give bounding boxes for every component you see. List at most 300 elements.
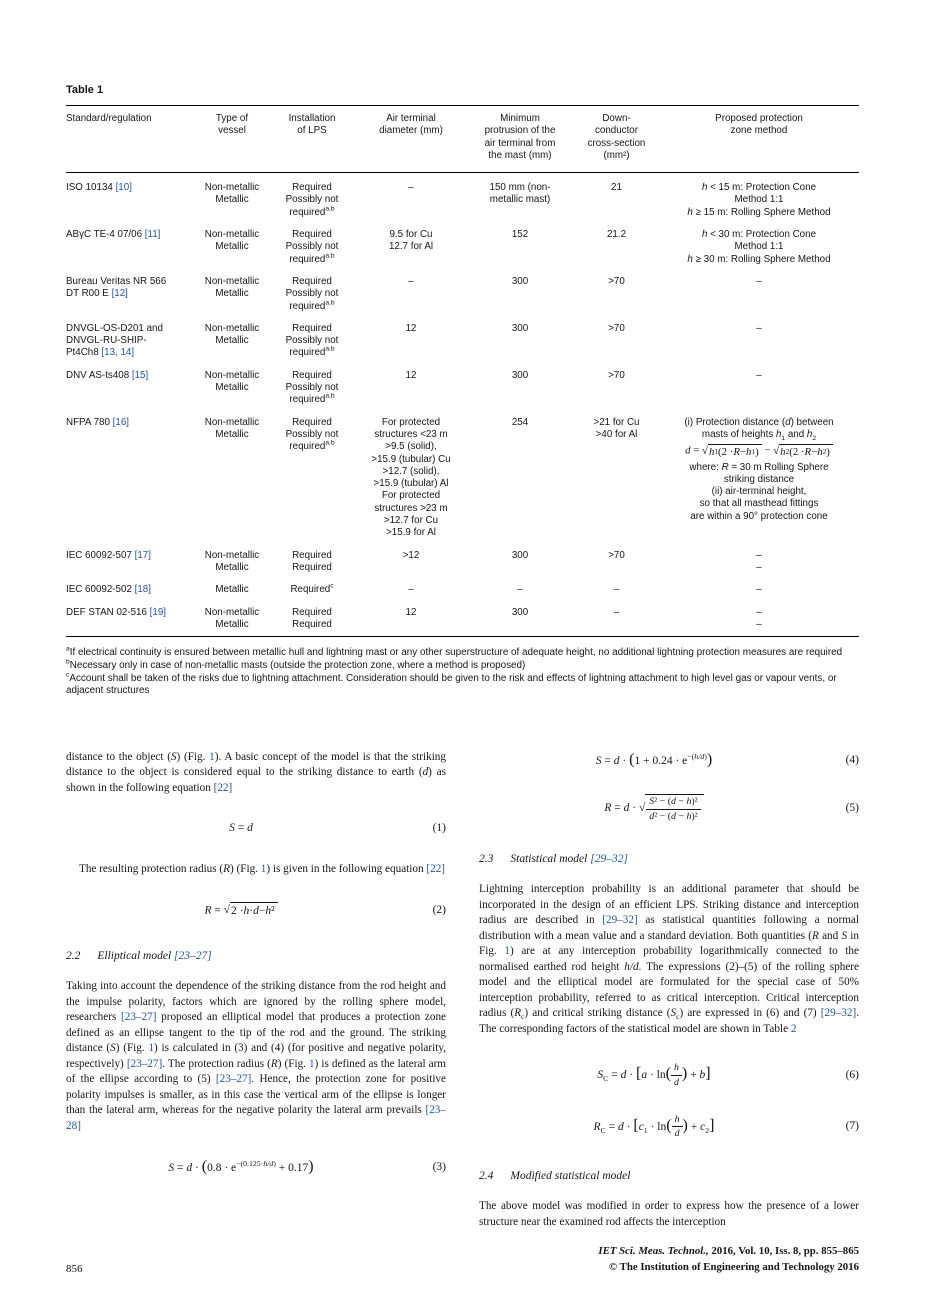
citation-link[interactable]: [23–27] bbox=[174, 949, 212, 962]
math-variable: h bbox=[265, 905, 272, 918]
cell-line: Required bbox=[292, 618, 332, 630]
citation-link[interactable]: 1 bbox=[504, 945, 510, 958]
paragraph-statistical: Lightning interception probability is an additional parameter that should be incorporated in the design of an efficient LPS. Striking distance and interception radius are described in [29–32] as statistical quantities following a normal distribution with a mean value and a standard deviation. Both quantities (R and S in Fig. 1) are at any interception probability logarithmically connected to the normalised earthed rod height h/d. The expressions (2)–(5) of the rolling sphere model and the elliptical model are formulated for the special case of 50% interception probability, referred to as critical interception. Critical interception radius $(R_c)$ and critical striking distance $(S_c)$ are expressed in (6) and (7) [29–32]. The corresponding factors of the statistical model are shown in Table 2 bbox=[479, 883, 860, 1035]
cell-line: – bbox=[756, 275, 762, 287]
cell-line: 21 bbox=[611, 182, 622, 194]
table-cell bbox=[574, 545, 659, 580]
fraction-numerator bbox=[672, 1114, 683, 1128]
section-heading-2-4 bbox=[479, 1169, 859, 1185]
math-variable: h bbox=[674, 1113, 680, 1125]
table-cell bbox=[574, 365, 659, 412]
header-line: Down- bbox=[602, 113, 631, 124]
table-cell bbox=[659, 545, 859, 580]
table-cell bbox=[66, 224, 196, 271]
cell-line: >70 bbox=[608, 549, 625, 561]
cell-line: DNV AS-ts408 [15] bbox=[66, 369, 149, 381]
bracket: ) bbox=[681, 1065, 688, 1083]
bracket: ( bbox=[666, 1116, 672, 1134]
table-cell bbox=[574, 224, 659, 271]
table-cell bbox=[574, 173, 659, 224]
cell-line: IEC 60092-507 [17] bbox=[66, 549, 151, 561]
cell-line: 300 bbox=[511, 606, 529, 618]
table-cell bbox=[466, 545, 574, 580]
math-variable: d bbox=[671, 811, 676, 823]
citation-link[interactable]: [23–27] bbox=[121, 1011, 157, 1024]
cell-line: Metallic bbox=[215, 584, 249, 596]
cell-line: 300 bbox=[511, 369, 529, 381]
math-variable: d bbox=[620, 1069, 627, 1082]
column-header bbox=[196, 106, 268, 173]
math-variable: R bbox=[270, 1057, 278, 1070]
superscript: a,b bbox=[325, 299, 335, 307]
subscript: c bbox=[676, 1012, 680, 1022]
math-variable: S bbox=[229, 822, 235, 835]
cell-line: 21.2 bbox=[606, 229, 627, 241]
cell-line: 12 bbox=[405, 322, 417, 334]
cell-line: required$^{a,b}$ bbox=[289, 205, 335, 218]
cell-line: Required bbox=[292, 182, 332, 194]
cell-line: NFPA 780 [16] bbox=[66, 416, 129, 428]
math-variable: S bbox=[670, 1007, 677, 1020]
cell-line: – bbox=[408, 275, 414, 287]
cell-line: – bbox=[756, 549, 762, 561]
cell-line: ISO 10134 [10] bbox=[66, 182, 132, 194]
cell-line: 12 bbox=[405, 606, 417, 618]
fraction-denominator: d² − (d − h)² bbox=[649, 811, 698, 823]
citation-link[interactable]: [29–32] bbox=[602, 914, 638, 927]
math-variable: d bbox=[673, 1076, 679, 1088]
cell-line: – bbox=[756, 561, 762, 573]
cell-line: Possibly not bbox=[285, 194, 339, 206]
cell-line: >12 bbox=[402, 549, 420, 561]
cell-line: striking distance bbox=[723, 473, 795, 485]
cell-line: 254 bbox=[511, 416, 529, 428]
table-cell bbox=[66, 602, 196, 637]
cell-line: 152 bbox=[511, 229, 529, 241]
cell-line: >70 bbox=[608, 275, 625, 287]
math-variable: h bbox=[687, 206, 693, 218]
equation-4 bbox=[479, 752, 859, 770]
cell-line: Method 1:1 bbox=[734, 194, 784, 206]
cell-line: Bureau Veritas NR 566 bbox=[66, 275, 167, 287]
citation-link[interactable]: [23–27] bbox=[126, 1057, 163, 1070]
citation-link[interactable]: [16] bbox=[112, 416, 129, 428]
citation-link[interactable]: [17] bbox=[134, 549, 151, 561]
subscript: C bbox=[600, 1125, 606, 1135]
table-cell bbox=[659, 579, 859, 601]
cell-line: Non-metallic bbox=[204, 549, 260, 561]
table-row bbox=[66, 579, 859, 601]
equation-1 bbox=[66, 821, 446, 837]
header-line: Standard/regulation bbox=[66, 113, 152, 124]
subscript: C bbox=[603, 1074, 609, 1084]
table-cell bbox=[268, 602, 356, 637]
math-variable: h bbox=[701, 182, 708, 194]
cell-line: >70 bbox=[608, 369, 625, 381]
math-variable: R bbox=[604, 802, 612, 815]
superscript: a,b bbox=[325, 346, 335, 354]
section-heading-2-3 bbox=[479, 852, 859, 868]
table-cell bbox=[66, 365, 196, 412]
citation-link[interactable]: [29–32] bbox=[820, 1007, 857, 1020]
header-line: protrusion of the bbox=[484, 125, 556, 137]
cell-line: h < 30 m: Protection Cone bbox=[701, 229, 817, 241]
cell-line: h < 15 m: Protection Cone bbox=[701, 182, 817, 194]
table-row bbox=[66, 173, 859, 224]
table-cell bbox=[659, 602, 859, 637]
math-variable: R bbox=[223, 862, 230, 875]
cell-line: are within a 90° protection cone bbox=[690, 510, 828, 522]
table-header-row bbox=[66, 106, 859, 173]
citation-link[interactable]: [29–32] bbox=[590, 852, 628, 865]
cell-line: – bbox=[756, 322, 762, 334]
cell-line: >21 for Cu bbox=[593, 416, 640, 428]
cell-line: required$^{a,b}$ bbox=[289, 439, 335, 453]
cell-line: Non-metallic bbox=[204, 322, 260, 334]
header-line: conductor bbox=[594, 125, 639, 137]
equation-2 bbox=[66, 902, 446, 920]
cell-line: required$^{a,b}$ bbox=[289, 299, 335, 312]
equation-2-body: R = √ 2 · h · d − h ² bbox=[66, 902, 416, 920]
table-cell bbox=[356, 365, 466, 412]
radicand: h 2 (2 · R − h 2 ) bbox=[779, 444, 833, 458]
math-variable: R bbox=[721, 461, 729, 473]
math-variable: S bbox=[597, 1069, 604, 1082]
cell-line: metallic mast) bbox=[489, 194, 551, 206]
table-cell bbox=[659, 224, 859, 271]
cell-line: – bbox=[613, 606, 620, 618]
table-cell bbox=[356, 602, 466, 637]
cell-line: Metallic bbox=[215, 561, 249, 573]
math-variable: h/d bbox=[624, 960, 639, 973]
table-cell bbox=[66, 579, 196, 601]
header-line: Air terminal bbox=[386, 113, 436, 124]
section-number: 2.2 bbox=[66, 949, 81, 962]
cell-line: Possibly not bbox=[285, 335, 339, 347]
cell-line: Required bbox=[292, 229, 332, 241]
table-row bbox=[66, 318, 859, 365]
table-row bbox=[66, 224, 859, 271]
equation-3 bbox=[66, 1159, 446, 1177]
equation-6 bbox=[479, 1062, 859, 1088]
superscript: b bbox=[66, 658, 70, 666]
superscript: c bbox=[330, 582, 334, 590]
cell-line: Non-metallic bbox=[204, 369, 260, 381]
cell-line: Pt4Ch8 [13, 14] bbox=[66, 347, 135, 359]
radical-icon: √ bbox=[773, 444, 780, 457]
cell-line: where: R = 30 m Rolling Sphere bbox=[689, 461, 829, 473]
cell-line: ABγC TE-4 07/06 [11] bbox=[66, 229, 161, 241]
equation-6-body: $S_C = d \cdot [a \cdot \ln$( $\frac{h}{d}$ ) + b] bbox=[597, 1062, 711, 1088]
cell-line: 300 bbox=[511, 275, 529, 287]
cell-line: >40 for Al bbox=[595, 428, 638, 440]
math-variable: h bbox=[775, 428, 782, 440]
cell-line: DNVGL-OS-D201 and bbox=[66, 322, 163, 334]
cell-line: h ≥ 15 m: Rolling Sphere Method bbox=[687, 206, 831, 218]
cell-line: Required bbox=[292, 416, 332, 428]
fraction-numerator bbox=[671, 1062, 682, 1076]
table-cell bbox=[196, 579, 268, 601]
citation-link[interactable]: [15] bbox=[131, 369, 149, 381]
table-cell bbox=[574, 602, 659, 637]
table-row bbox=[66, 412, 859, 545]
citation-link[interactable]: [22] bbox=[213, 781, 233, 794]
math-variable: h bbox=[673, 1062, 679, 1074]
cell-line: 9.5 for Cu bbox=[389, 229, 433, 241]
paragraph-rolling-sphere: distance to the object (S) (Fig. 1). A basic concept of the model is that the striking distance to the object is considered equal to the striking distance to earth (d) as shown in the following equation [22] bbox=[66, 750, 446, 794]
cell-line: 12 bbox=[405, 369, 417, 381]
table-cell bbox=[268, 271, 356, 318]
table-footnote: $^a$If electrical continuity is ensured between metallic hull and lightning mast or any other superstructure of adequate height, no additional lightning protection measures are required bbox=[66, 645, 843, 659]
header-line: vessel bbox=[218, 125, 246, 137]
paragraph-modified: The above model was modified in order to express how the presence of a lower structure near the examined rod affects the interception bbox=[479, 1200, 859, 1228]
cell-line: Non-metallic bbox=[204, 416, 260, 428]
math-variable: a bbox=[641, 1069, 648, 1082]
math-variable: S bbox=[168, 1162, 175, 1175]
equation-2-number: (2) bbox=[432, 904, 446, 917]
left-column bbox=[66, 750, 446, 1230]
standards-table bbox=[66, 105, 859, 637]
cell-line: Possibly not bbox=[285, 428, 339, 440]
column-header bbox=[466, 106, 574, 173]
math-variable: h/d bbox=[694, 752, 705, 762]
math-variable: S bbox=[841, 929, 848, 942]
table-cell bbox=[268, 224, 356, 271]
cell-line: Metallic bbox=[215, 288, 249, 300]
math-variable: d bbox=[785, 416, 791, 428]
citation-link[interactable]: [13, 14] bbox=[101, 347, 135, 359]
superscript: a,b bbox=[325, 439, 335, 447]
math-variable: d bbox=[247, 822, 253, 835]
cell-line: Metallic bbox=[215, 335, 249, 347]
math-variable: d bbox=[186, 1162, 193, 1175]
citation-link[interactable]: [19] bbox=[149, 606, 167, 618]
superscript: c bbox=[66, 671, 70, 679]
math-variable: R bbox=[514, 1007, 522, 1020]
citation-link[interactable]: [18] bbox=[134, 584, 151, 596]
cell-line: Possibly not bbox=[285, 382, 339, 394]
table-cell bbox=[466, 579, 574, 601]
square-root bbox=[224, 902, 278, 920]
table-cell bbox=[356, 224, 466, 271]
page-number: 856 bbox=[66, 1263, 83, 1275]
cell-line: 300 bbox=[511, 322, 529, 334]
table-cell bbox=[659, 271, 859, 318]
radical-icon: √ bbox=[702, 444, 708, 457]
header-line: Type of bbox=[215, 113, 249, 124]
math-variable: d bbox=[617, 1120, 624, 1133]
table-footnote: $^b$Necessary only in case of non-metallic masts (outside the protection zone, where a method is proposed) bbox=[66, 658, 526, 671]
math-variable: d bbox=[685, 444, 691, 457]
table-cell bbox=[66, 545, 196, 580]
cell-line: >70 bbox=[608, 322, 625, 334]
cell-line: structures >23 m bbox=[374, 502, 448, 514]
citation-link[interactable]: [11] bbox=[144, 229, 161, 241]
math-variable: d bbox=[649, 811, 655, 823]
table-footnote: $^c$Account shall be taken of the risks due to lightning attachment. Consideration should be given to the risk and effects of lightning attachment to high level gas or vapour vents, or adjacent structures bbox=[66, 671, 837, 697]
table-cell bbox=[466, 318, 574, 365]
equation-1-body: S = d bbox=[229, 822, 253, 835]
math-variable: S bbox=[170, 750, 177, 763]
math-variable: h bbox=[701, 229, 708, 241]
table-cell bbox=[574, 271, 659, 318]
superscript: a,b bbox=[325, 252, 335, 260]
equation-6-number: (6) bbox=[845, 1068, 859, 1081]
cell-line: – bbox=[408, 182, 414, 194]
cell-line: Required bbox=[292, 549, 332, 561]
cell-line: >15.9 (tubular) Al bbox=[373, 478, 449, 490]
paragraph-elliptical: Taking into account the dependence of the striking distance from the rod height and the impulse polarity, factors which are ignored by the rolling sphere model, researchers [23–27] proposed an elliptical model that produces a protection zone defined as an ellipse tangent to the tip of the rod and the ground. The striking distance (S) (Fig. 1) is calculated in (3) and (4) (for positive and negative polarity, respectively) [23–27]. The protection radius (R) (Fig. 1) is defined as the lateral arm of the ellipse according to (5) [23–27]. Hence, the protection zone for positive polarity impulses is smaller, as in this case the vertical arm of the ellipse is longer than the lateral arm, whereas for the negative polarity the lateral arm prevails [23–28] bbox=[66, 980, 447, 1132]
cell-line: required$^{a,b}$ bbox=[289, 393, 335, 406]
paragraph-protection-radius: The resulting protection radius (R) (Fig. 1) is given in the following equation [22] bbox=[79, 862, 446, 875]
math-variable: h bbox=[686, 811, 692, 823]
cell-line: Required bbox=[292, 275, 332, 287]
table-cell bbox=[466, 271, 574, 318]
cell-line: Required bbox=[292, 369, 332, 381]
cell-line: Metallic bbox=[215, 428, 249, 440]
bracket: ( bbox=[201, 1158, 208, 1176]
table-block bbox=[66, 84, 859, 698]
table-cell bbox=[196, 412, 268, 545]
math-variable: d bbox=[253, 905, 259, 918]
citation-link[interactable]: [23–27] bbox=[215, 1073, 252, 1086]
cell-line: Required$^c$ bbox=[290, 582, 334, 596]
citation-link[interactable]: [22] bbox=[426, 862, 446, 875]
equation-7-body: $R_C = d \cdot [c_1 \cdot \ln$( $\frac{h}{d}$ ) + $c_2$] bbox=[593, 1113, 715, 1140]
table-cell bbox=[659, 365, 859, 412]
table-cell bbox=[356, 579, 466, 601]
column-header bbox=[66, 106, 196, 173]
cell-line: Non-metallic bbox=[204, 182, 260, 194]
cell-line: >12.7 (solid), bbox=[382, 465, 440, 477]
math-variable: R bbox=[593, 1120, 601, 1133]
superscript: −(0.125·h/d) bbox=[236, 1159, 276, 1169]
header-line: of LPS bbox=[297, 125, 327, 137]
cell-line: (ii) air-terminal height, bbox=[711, 486, 807, 498]
header-line: (mm²) bbox=[603, 149, 630, 161]
cell-line: >9.5 (solid), bbox=[385, 441, 437, 453]
square-root bbox=[702, 444, 762, 458]
table-header bbox=[66, 106, 859, 173]
citation-link[interactable]: [12] bbox=[111, 288, 128, 300]
math-variable: R bbox=[204, 904, 212, 917]
cell-line: (i) Protection distance (d) between bbox=[684, 416, 834, 428]
cell-line bbox=[661, 441, 857, 461]
math-variable: c bbox=[638, 1120, 644, 1133]
header-line: zone method bbox=[730, 125, 788, 137]
math-variable: d bbox=[623, 802, 630, 815]
table-cell bbox=[356, 412, 466, 545]
square-root bbox=[639, 794, 704, 822]
table-row bbox=[66, 271, 859, 318]
table-cell bbox=[66, 271, 196, 318]
math-variable: R bbox=[804, 446, 812, 459]
cell-line: 150 mm (non- bbox=[489, 182, 551, 194]
section-number: 2.3 bbox=[479, 852, 494, 865]
cell-line: – bbox=[613, 584, 620, 596]
column-header bbox=[268, 106, 356, 173]
cell-line: Required bbox=[292, 561, 332, 573]
cell-line: Method 1:1 bbox=[734, 241, 784, 253]
page-footer bbox=[66, 1244, 859, 1275]
table-cell bbox=[196, 318, 268, 365]
subscript: 1 bbox=[643, 1125, 648, 1135]
cell-line: For protected bbox=[381, 490, 441, 502]
citation-link[interactable]: [10] bbox=[115, 182, 132, 194]
cell-line: structures <23 m bbox=[374, 428, 448, 440]
cell-line: Non-metallic bbox=[204, 275, 260, 287]
math-variable: d bbox=[671, 796, 676, 808]
table-cell bbox=[268, 318, 356, 365]
citation-link[interactable]: 1 bbox=[209, 750, 215, 763]
subscript: 2 bbox=[812, 434, 817, 442]
header-line: the mast (mm) bbox=[488, 149, 552, 161]
cell-line: Possibly not bbox=[285, 241, 339, 253]
cell-line: Metallic bbox=[215, 194, 249, 206]
cell-line: DEF STAN 02-516 [19] bbox=[66, 606, 167, 618]
table-cell bbox=[659, 173, 859, 224]
table-cell bbox=[574, 318, 659, 365]
math-variable: h/d bbox=[263, 1159, 274, 1169]
table-footnotes bbox=[66, 647, 859, 698]
cell-line: – bbox=[756, 584, 762, 596]
radical-icon: √ bbox=[638, 801, 646, 814]
cell-line: – bbox=[756, 369, 762, 381]
citation-link[interactable]: 1 bbox=[260, 862, 267, 875]
table-cell bbox=[659, 412, 859, 545]
bracket: ] bbox=[709, 1116, 715, 1134]
cell-line: – bbox=[756, 618, 762, 630]
cell-line: Metallic bbox=[215, 618, 249, 630]
right-column bbox=[479, 750, 859, 1230]
superscript: −(h/d) bbox=[687, 752, 707, 762]
cell-line: DNVGL-RU-SHIP- bbox=[66, 335, 147, 347]
table-cell bbox=[356, 271, 466, 318]
table-row bbox=[66, 365, 859, 412]
equation-4-number: (4) bbox=[845, 753, 859, 766]
equation-7 bbox=[479, 1114, 859, 1140]
fraction bbox=[646, 796, 700, 822]
math-variable: h bbox=[243, 905, 250, 918]
citation-link[interactable]: 1 bbox=[309, 1057, 315, 1070]
table-cell bbox=[196, 271, 268, 318]
cell-line: required$^{a,b}$ bbox=[289, 346, 335, 359]
math-variable: S bbox=[110, 1042, 116, 1055]
cell-line: so that all masthead fittings bbox=[699, 498, 819, 510]
equation-1-number: (1) bbox=[432, 822, 446, 835]
column-header bbox=[659, 106, 859, 173]
math-variable: d bbox=[422, 766, 429, 779]
section-title: Statistical model [29–32] bbox=[510, 852, 628, 865]
math-variable: c bbox=[700, 1120, 706, 1133]
publication-info bbox=[598, 1244, 859, 1275]
table-cell bbox=[466, 173, 574, 224]
citation-link[interactable]: 1 bbox=[148, 1042, 155, 1055]
table-cell bbox=[268, 579, 356, 601]
equation-5-number: (5) bbox=[845, 801, 859, 814]
table-cell bbox=[66, 173, 196, 224]
citation-link[interactable]: 2 bbox=[790, 1022, 797, 1035]
cell-line: For protected bbox=[381, 416, 441, 428]
cell-line: required$^{a,b}$ bbox=[289, 252, 335, 265]
bracket: [ bbox=[633, 1116, 639, 1134]
math-variable: h bbox=[806, 428, 813, 440]
math-variable: d bbox=[674, 1128, 680, 1140]
cell-line: – bbox=[756, 606, 762, 618]
math-variable: b bbox=[699, 1069, 706, 1082]
math-variable: h bbox=[746, 446, 752, 459]
citation-link[interactable]: [23–28] bbox=[66, 1104, 446, 1132]
